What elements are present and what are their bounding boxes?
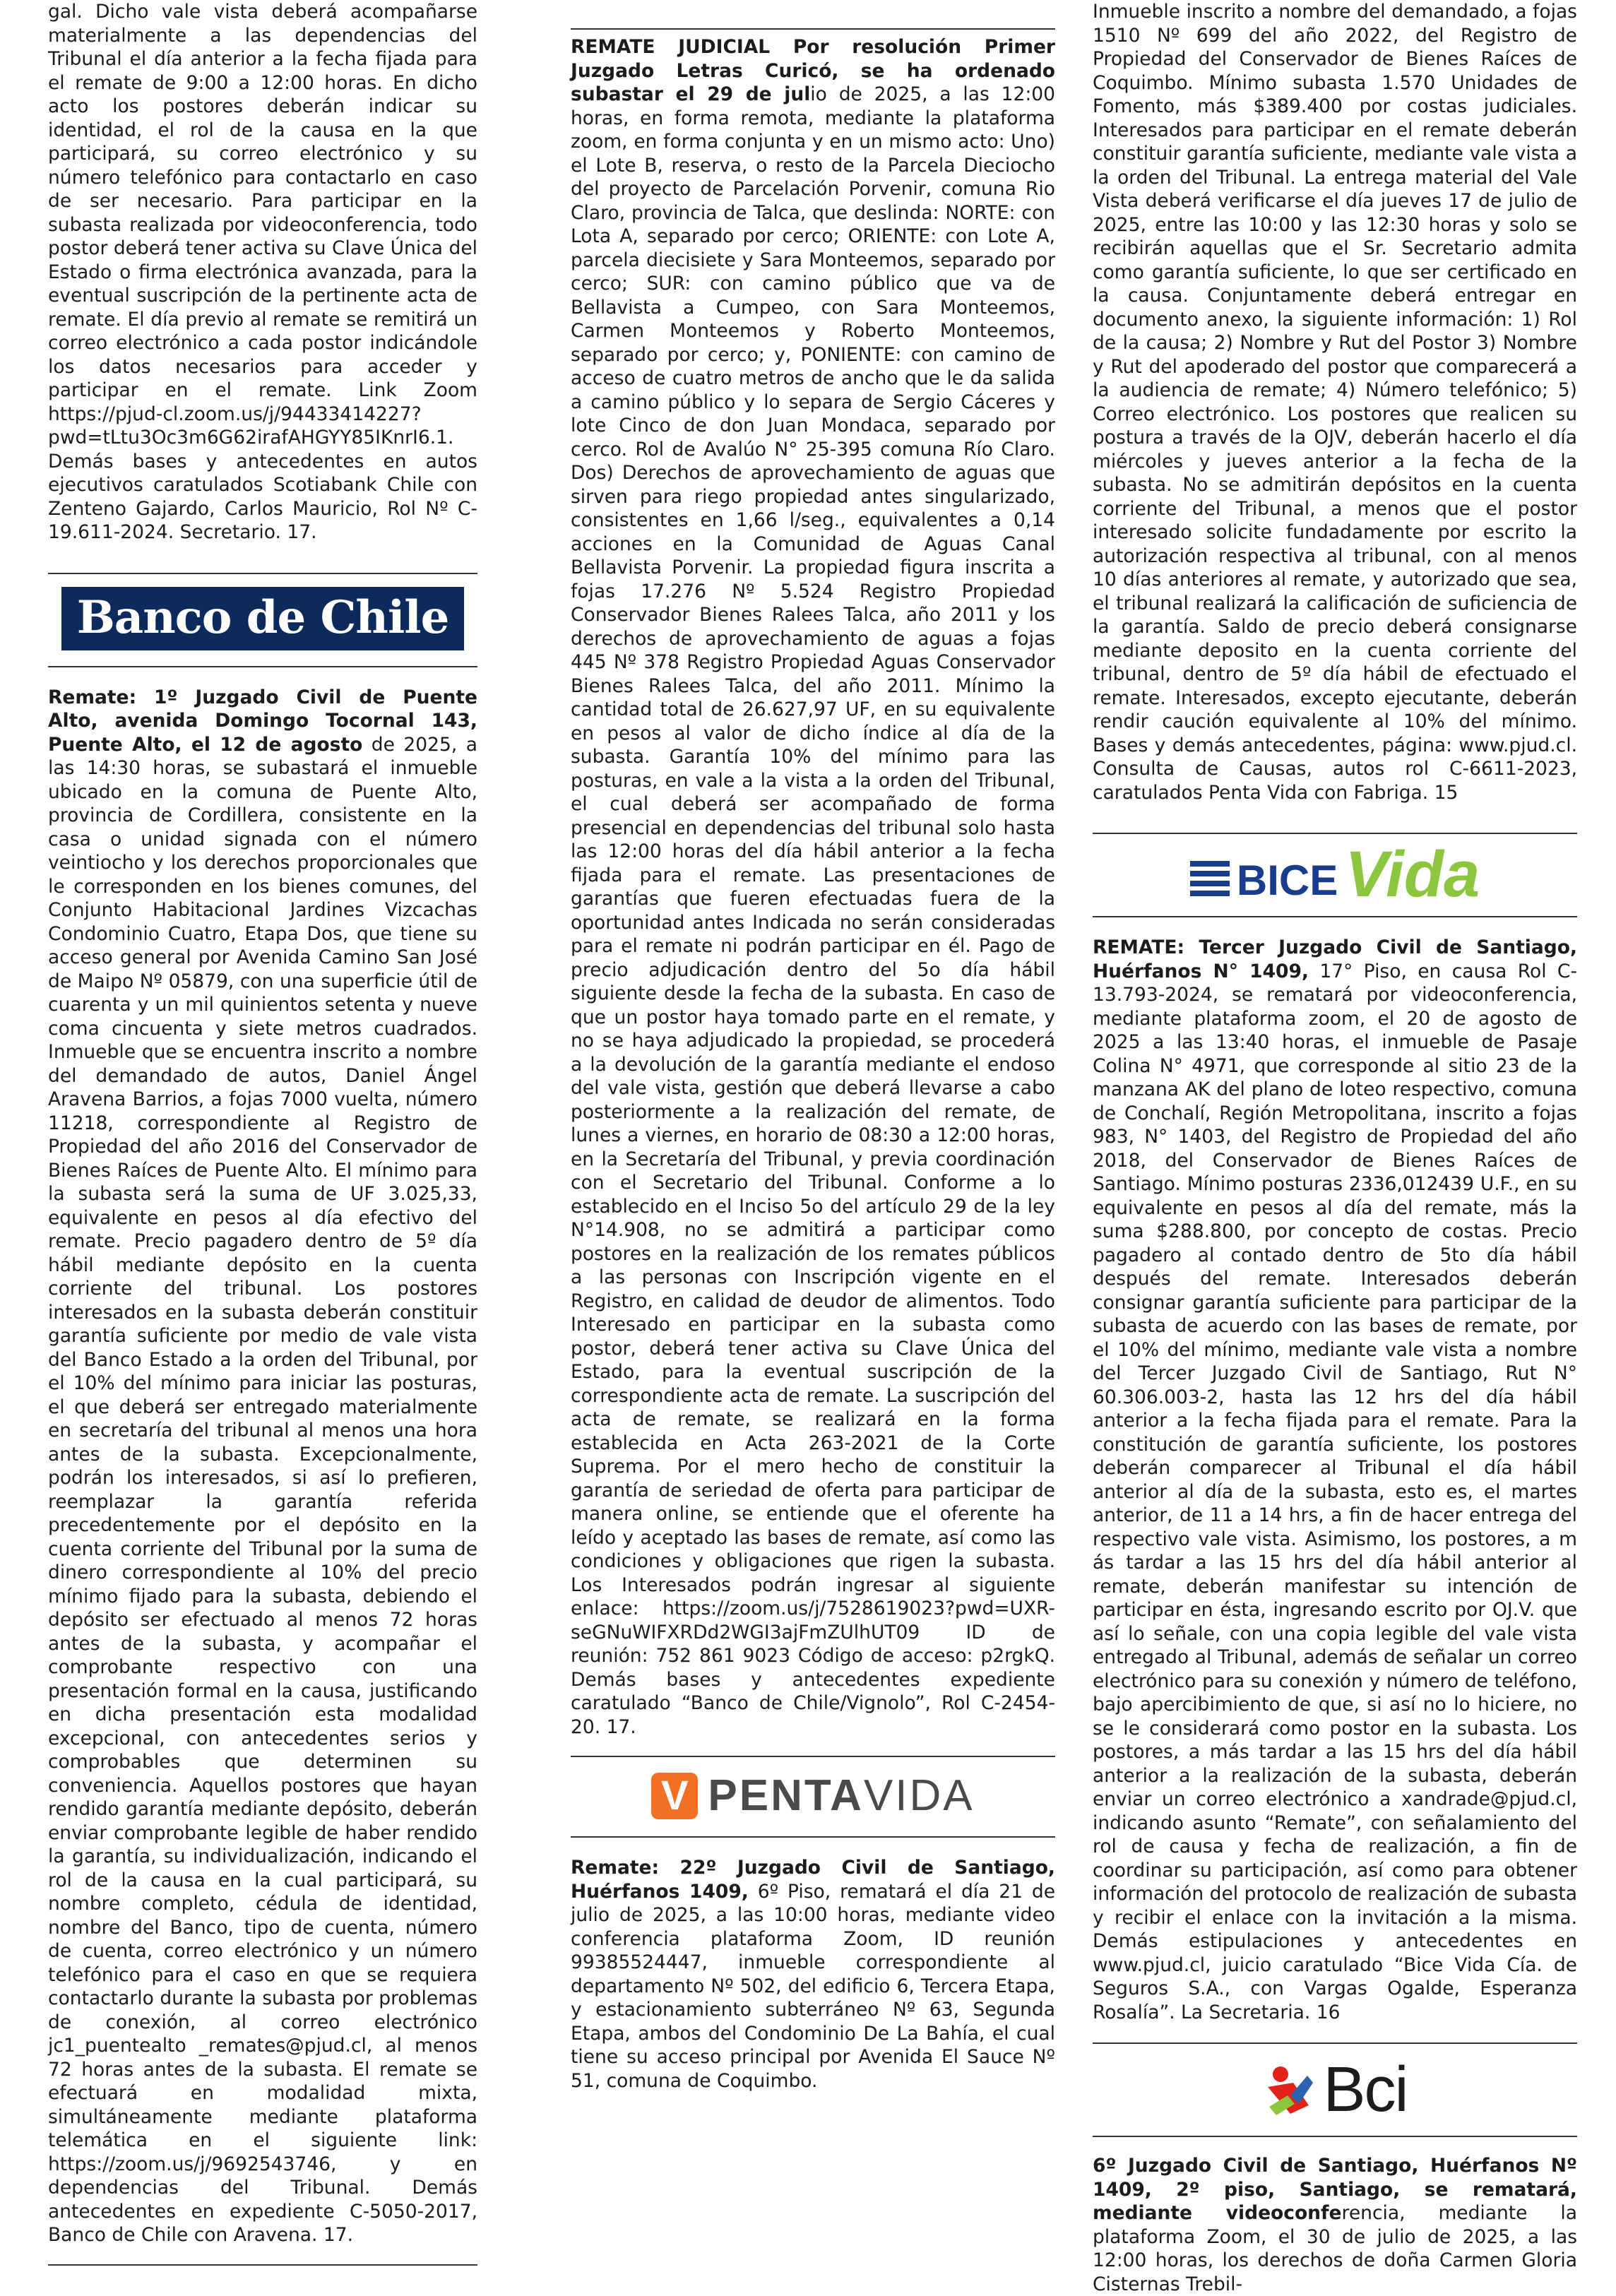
banco-de-chile-wordmark: Banco de Chile <box>61 587 465 650</box>
bice-lines-icon <box>1190 861 1230 896</box>
divider <box>48 666 477 667</box>
divider <box>571 28 1055 30</box>
bice-vida-logo <box>1093 838 1577 910</box>
bci-star-icon <box>1262 2062 1319 2118</box>
divider <box>571 1836 1055 1838</box>
notice-lead: REMATE JUDICIAL Por resolución Primer Juzgado Letras Curicó, se ha ordenado subastar el 29 de jul <box>571 36 1055 105</box>
vida-wordmark: VIDA <box>863 1771 975 1821</box>
penta-vida-logo <box>571 1773 1055 1819</box>
divider <box>1093 833 1577 834</box>
notice-body: rencia, mediante la plataforma Zoom, el 30 de julio de 2025, a las 12:00 horas, los derechos de doña Carmen Gloria Cisternas Trebil- <box>1093 2202 1577 2295</box>
notice-body: 17° Piso, en causa Rol C-13.793-2024, se rematará por videoconferencia, mediante plataforma zoom, el 20 de agosto de 2025 a las 13:40 horas, el inmueble de Pasaje Colina N° 4971, que corresponde al sitio 23 de la manzana AK del plano de loteo respectivo, comuna de Conchalí, Región Metropolitana, inscrito a fojas 983, N° 1403, del Registro de Propiedad del año 2018, del Conservador de Bienes Raíces de Santiago. Mínimo posturas 2336,012439 U.F., en su equivalente en pesos al día del remate, más la suma $288.800, por concepto de costas. Precio pagadero al contado dentro de 5to día hábil después del remate. Interesados deberán consignar garantía suficiente para participar de la subasta de acuerdo con las bases de remate, por el 10% del mínimo, mediante vale vista a nombre del Tercer Juzgado Civil de Santiago, Rut N° 60.306.003-2, hasta las 12 hrs del día hábil anterior a la fecha fijada para el remate. Para la constitución de garantía suficiente, los postores deberán comparecer al Tribunal el día hábil anterior al día de la subasta, esto es, el martes anterior, de 11 a 14 hrs, a fin de hacer entrega del respectivo vale vista. Asimismo, los postores, a m ás tardar a las 15 hrs del día hábil anterior al remate, deberán manifestar su intención de participar en ésta, ingresando escrito por OJ.V. que así lo señale, con una copia legible del vale vista entregado al Tribunal, además de señalar un correo electrónico para su conexión y número de teléfono, bajo apercibimiento de que, si así no lo hiciere, no se le considerará como postor en la subasta. Los postores, a más tardar a las 15 hrs del día hábil anterior a la realización de la subasta, deberán enviar un correo electrónico a xandrade@pjud.cl, indicando asunto “Remate”, con señalamiento del rol de causa y fecha de realización, a fin de coordinar su participación, así como para obtener información del protocolo de realización de subasta y recibir el enlace con la invitación a la misma. Demás estipulaciones y antecedentes en www.pjud.cl, juicio caratulado “Bice Vida Cía. de Seguros S.A., con Vargas Ogalde, Esperanza Rosalía”. La Secretaria. 16 <box>1093 960 1577 2023</box>
column-2 <box>571 0 1055 2093</box>
divider <box>1093 2136 1577 2137</box>
divider <box>48 2264 477 2266</box>
column-3 <box>1093 0 1577 2296</box>
vida-wordmark: Vida <box>1345 838 1480 910</box>
notice-6-juzgado <box>1093 2154 1577 2296</box>
notice-continuation: gal. Dicho vale vista deberá acompañarse materialmente a las dependencias del Tribunal el día anterior a la fecha fijada para el remate de 9:00 a 12:00 horas. En dicho acto los postores deberán indicar su identidad, el rol de la causa en la que participará, su correo electrónico y su número telefónico para contactarlo en caso de ser necesario. Para participar en la subasta realizada por videoconferencia, todo postor deberá tener activa su Clave Única del Estado o firma electrónica avanzada, para la eventual suscripción de la pertinente acta de remate. El día previo al remate se remitirá un correo electrónico a cada postor indicándole los datos necesarios para acceder y participar en el remate. Link Zoom https://pjud-cl.zoom.us/j/94433414227?pwd=tLtu3Oc3m6G62irafAHGYY85IKnrI6.1. Demás bases y antecedentes en autos ejecutivos caratulados Scotiabank Chile con Zenteno Gajardo, Carlos Mauricio, Rol Nº C-19.611-2024. Secretario. 17. <box>48 1 477 543</box>
divider <box>1093 916 1577 917</box>
notice-lead: Remate: 22º Juzgado Civil de Santiago, Huérfanos 1409, <box>571 1857 1055 1903</box>
penta-v-icon: V <box>651 1773 698 1819</box>
divider <box>571 1756 1055 1757</box>
notice-body: 6º Piso, rematará el día 21 de julio de 2025, a las 10:00 horas, mediante video conferencia plataforma Zoom, ID reunión 99385524447, inmueble correspondiente al departamento Nº 502, del edificio 6, Tercera Etapa, y estacionamiento subterráneo Nº 63, Segunda Etapa, ambos del Condominio De La Bahía, el cual tiene su acceso principal por Avenida El Sauce Nº 51, comuna de Coquimbo. <box>571 1880 1055 2092</box>
penta-wordmark: PENTA <box>708 1771 864 1821</box>
notice-lead: REMATE: Tercer Juzgado Civil de Santiago, Huérfanos N° 1409, <box>1093 936 1577 982</box>
banco-de-chile-logo <box>48 587 477 650</box>
bci-logo <box>1093 2054 1577 2126</box>
notice-lead: 6º Juzgado Civil de Santiago, Huérfanos Nº 1409, 2º piso, Santiago, se rematará, mediante videoconfe <box>1093 2155 1577 2225</box>
column-1 <box>48 0 477 2266</box>
notice-remate-judicial <box>571 35 1055 1739</box>
notice-lead: Remate: 1º Juzgado Civil de Puente Alto, avenida Domingo Tocornal 143, Puente Alto, el 12 de agosto <box>48 686 477 756</box>
divider <box>48 573 477 574</box>
notice-body: de 2025, a las 14:30 horas, se subastará el inmueble ubicado en la comuna de Puente Alto, provincia de Cordillera, consistente en la casa o unidad signada con el número veintiocho y los derechos proporcionales que le corresponden en los bienes comunes, del Conjunto Habitacional Jardines Vizcachas Condominio Cuatro, Etapa Dos, que tiene su acceso general por Avenida Camino San José de Maipo Nº 05879, con una superficie útil de cuarenta y un mil quinientos setenta y nueve coma cincuenta y siete metros cuadrados. Inmueble que se encuentra inscrito a nombre del demandado de autos, Daniel Ángel Aravena Barrios, a fojas 7000 vuelta, número 11218, correspondiente al Registro de Propiedad del año 2016 del Conservador de Bienes Raíces de Puente Alto. El mínimo para la subasta será la suma de UF 3.025,33, equivalente en pesos al día efectivo del remate. Precio pagadero dentro de 5º día hábil mediante depósito en la cuenta corriente del tribunal. Los postores interesados en la subasta deberán constituir garantía suficiente por medio de vale vista del Banco Estado a la orden del Tribunal, por el 10% del mínimo para iniciar las posturas, el que deberá ser entregado materialmente en secretaría del tribunal al menos una hora antes de la subasta. Excepcionalmente, podrán los interesados, si así lo prefieren, reemplazar la garantía referida precedentemente por el depósito en la cuenta corriente del Tribunal por la suma de dinero correspondiente al 10% del precio mínimo fijado para la subasta, debiendo el depósito ser efectuado al menos 72 horas antes de la subasta, y acompañar el comprobante respectivo con una presentación formal en la causa, justificando en dicha presentación esta modalidad excepcional, con antecedentes serios y comprobables que determinen su conveniencia. Aquellos postores que hayan rendido garantía mediante depósito, deberán enviar comprobante legible de haber rendido la garantía, su individualización, indicando el rol de la causa en la cual participará, su nombre completo, cédula de identidad, nombre del Banco, tipo de cuenta, número de cuenta, correo electrónico y un número telefónico para el caso en que se requiera contactarlo durante la subasta por problemas de conexión, al correo electrónico jc1_puentealto _remates@pjud.cl, al menos 72 horas antes de la subasta. El remate se efectuará en modalidad mixta, simultáneamente mediante plataforma telemática en el siguiente link: https://zoom.us/j/9692543746, y en dependencias del Tribunal. Demás antecedentes en expediente C-5050-2017, Banco de Chile con Aravena. 17. <box>48 733 477 2246</box>
notice-22-juzgado <box>571 1856 1055 2093</box>
notice-tercer-juzgado <box>1093 936 1577 2024</box>
bci-wordmark: Bci <box>1323 2054 1408 2126</box>
notice-banco-chile <box>48 686 477 2247</box>
notice-body: io de 2025, a las 12:00 horas, en forma remota, mediante la plataforma zoom, en forma conjunta y en un mismo acto: Uno) el Lote B, reserva, o resto de la Parcela Dieciocho del proyecto de Parcelación Porvenir, comuna Rio Claro, provincia de Talca, que deslinda: NORTE: con Lota A, separado por cerco; ORIENTE: con Lote A, parcela diecisiete y Sara Monteemos, separado por cerco; SUR: con camino público que va de Bellavista a Cumpeo, con Sara Monteemos, Carmen Monteemos y Roberto Monteemos, separado por cerco; y, PONIENTE: con camino de acceso de cuatro metros de ancho que le da salida a camino público y lo separa de Sergio Cáceres y lote Cinco de don Juan Mondaca, separado por cerco. Rol de Avalúo N° 25-395 comuna Río Claro. Dos) Derechos de aprovechamiento de aguas que sirven para riego propiedad antes singularizado, consistentes en 1,66 l/seg., equivalentes a 0,14 acciones en la Comunidad de Aguas Canal Bellavista Porvenir. La propiedad figura inscrita a fojas 17.276 Nº 5.524 Registro Propiedad Conservador Bienes Ralees Talca, año 2011 y los derechos de aprovechamiento de aguas a fojas 445 Nº 378 Registro Propiedad Aguas Conservador Bienes Ralees Talca, del año 2011. Mínimo la cantidad total de 26.627,97 UF, en su equivalente en pesos al valor de dicho índice al día de la subasta. Garantía 10% del mínimo para las posturas, en vale a la vista a la orden del Tribunal, el cual deberá ser acompañado de forma presencial en dependencias del tribunal solo hasta las 12:00 horas del día hábil anterior a la fecha fijada para el remate. Las presentaciones de garantías que fueren efectuadas fuera de la oportunidad antes Indicada no serán consideradas para el remate ni podrán participar en él. Pago de precio adjudicación dentro del 5o día hábil siguiente desde la fecha de la subasta. En caso de que un postor haya tomado parte en el remate, y no se haya adjudicado la propiedad, se procederá a la devolución de la garantía mediante el endoso del vale vista, gestión que deberá llevarse a cabo posteriormente a la realización del remate, de lunes a viernes, en horario de 08:30 a 12:00 horas, en la Secretaría del Tribunal, y previa coordinación con el Secretario del Tribunal. Conforme a lo establecido en el Inciso 5o del artículo 29 de la ley N°14.908, no se admitirá a participar como postores en la realización de los remates públicos a las personas con Inscripción vigente en el Registro, en calidad de deudor de alimentos. Todo Interesado en participar en la subasta como postor, deberá tener activa su Clave Única del Estado, para la eventual suscripción de la correspondiente acta de remate. La suscripción del acta de remate, se realizará en la forma establecida en Acta 263-2021 de la Corte Suprema. Por el mero hecho de constituir la garantía de seriedad de oferta para participar de manera online, se entiende que el oferente ha leído y aceptado las bases de remate, así como las condiciones y obligaciones que rigen la subasta. Los Interesados podrán ingresar al siguiente enlace: https://zoom.us/j/7528619023?pwd=UXR-seGNuWIFXRDd2WGI3ajFmZUlhUT09 ID de reunión: 752 861 9023 Código de acceso: p2rgkQ. Demás bases y antecedentes expediente caratulado “Banco de Chile/Vignolo”, Rol C-2454-20. 17. <box>571 83 1055 1738</box>
divider <box>1093 2042 1577 2044</box>
bice-wordmark: BICE <box>1236 857 1338 905</box>
notice-continuation: Inmueble inscrito a nombre del demandado, a fojas 1510 Nº 699 del año 2022, del Registro de Propiedad del Conservador de Bienes Raíces de Coquimbo. Mínimo subasta 1.570 Unidades de Fomento, más $389.400 por costas judiciales. Interesados para participar en el remate deberán constituir garantía suficiente, mediante vale vista a la orden del Tribunal. La entrega material del Vale Vista deberá verificarse el día jueves 17 de julio de 2025, entre las 10:00 y las 12:30 horas y solo se recibirán aquellas que el Sr. Secretario admita como garantía suficiente, lo que ser certificado en la causa. Conjuntamente deberá entregar en documento anexo, la siguiente información: 1) Rol de la causa; 2) Nombre y Rut del Postor 3) Nombre y Rut del apoderado del postor que comparecerá a la audiencia de remate; 4) Número telefónico; 5) Correo electrónico. Los postores que realicen su postura a través de la OJV, deberán hacerlo el día miércoles y jueves anterior a la fecha de la subasta. No se admitirán depósitos en la cuenta corriente del Tribunal, a menos que el postor interesado solicite fundadamente por escrito la autorización respectiva al tribunal, con al menos 10 días anteriores al remate, y autorizado que sea, el tribunal realizará la calificación de suficiencia de la garantía. Saldo de precio deberá consignarse mediante deposito en la cuenta corriente del tribunal, dentro de 5º día hábil de efectuado el remate. Interesados, excepto ejecutante, deberán rendir caución equivalente al 10% del mínimo. Bases y demás antecedentes, página: www.pjud.cl. Consulta de Causas, autos rol C-6611-2023, caratulados Penta Vida con Fabriga. 15 <box>1093 1 1577 804</box>
